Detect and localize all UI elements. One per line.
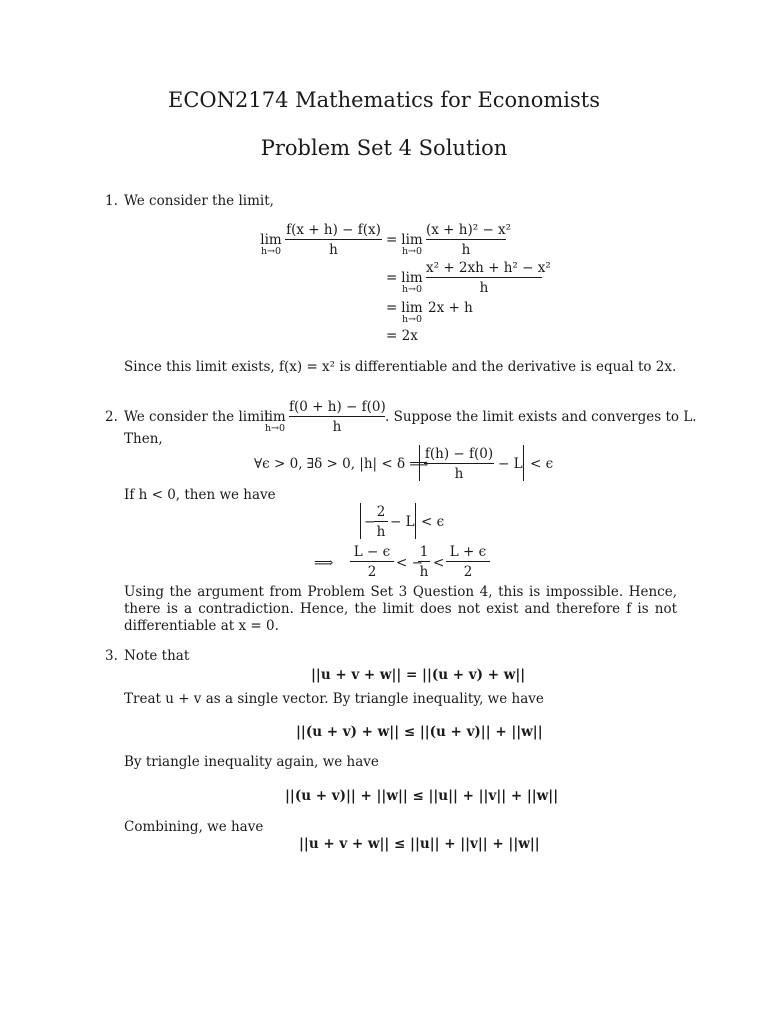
upper-bound-fraction: L + ϵ 2 (446, 544, 490, 580)
minus-limit: − L (498, 456, 523, 472)
quantifier-clause: ∀ϵ > 0, ∃δ > 0, |h| < δ ⟹ (254, 456, 429, 472)
quotient-at-zero: f(h) − f(0) h (424, 446, 494, 482)
problem-3-note: Note that (124, 648, 190, 664)
equals-sign: = (386, 300, 398, 316)
triangle-inequality-1: ||(u + v) + w|| ≤ ||(u + v)|| + ||w|| (296, 724, 543, 740)
less-than-epsilon: < ϵ (530, 456, 554, 472)
problem-2-intro: We consider the limit (124, 409, 270, 425)
implies-arrow: ⟹ (314, 555, 334, 571)
problem-2-case-h-negative: If h < 0, then we have (124, 487, 276, 503)
problem-3-again: By triangle inequality again, we have (124, 754, 379, 770)
problem-1-intro: We consider the limit, (124, 193, 274, 209)
problem-1-conclusion: Since this limit exists, f(x) = x² is differentiable and the derivative is equal to 2x. (124, 359, 677, 375)
equals-sign: = (386, 232, 398, 248)
limit-operator: lim h→0 (401, 270, 423, 295)
problem-2-then: Then, (124, 431, 163, 447)
problem-2-number: 2. (105, 409, 118, 425)
less-than-negative: < − (396, 555, 423, 571)
problem-3-combining: Combining, we have (124, 819, 264, 835)
problem-3-number: 3. (105, 648, 118, 664)
fraction-step-2: x² + 2xh + h² − x² h (426, 260, 551, 296)
problem-3-treat: Treat u + v as a single vector. By triangle inequality, we have (124, 691, 544, 707)
limit-operator: lim h→0 (264, 409, 286, 434)
final-result: = 2x (386, 328, 418, 344)
triangle-inequality-2: ||(u + v)|| + ||w|| ≤ ||u|| + ||v|| + ||w|| (285, 788, 559, 804)
difference-quotient-at-zero: f(0 + h) − f(0) h (289, 399, 386, 435)
problem-set-title: Problem Set 4 Solution (260, 136, 508, 160)
problem-2-conclusion: Using the argument from Problem Set 3 Question 4, this is impossible. Hence, there is a contradiction. Hence, the limit does not exist and therefore f is not differentiable at x = 0. (124, 584, 677, 634)
limit-operator: lim h→0 (401, 300, 423, 325)
problem-1-number: 1. (105, 193, 118, 209)
less-than: < (433, 555, 445, 571)
norm-identity: ||u + v + w|| = ||(u + v) + w|| (311, 667, 526, 683)
difference-quotient: f(x + h) − f(x) h (286, 222, 381, 258)
less-than-epsilon: < ϵ (421, 514, 445, 530)
one-over-h: 1 h (419, 544, 429, 580)
limit-operator: lim h→0 (401, 232, 423, 257)
limit-operator: lim h→0 (260, 232, 282, 257)
document-title: ECON2174 Mathematics for Economists (168, 88, 600, 112)
lower-bound-fraction: L − ϵ 2 (350, 544, 394, 580)
fraction-step-1: (x + h)² − x² h (426, 222, 512, 258)
equals-sign: = (386, 270, 398, 286)
problem-2-assumption: . Suppose the limit exists and converges to L. (385, 409, 697, 425)
combined-inequality: ||u + v + w|| ≤ ||u|| + ||v|| + ||w|| (299, 836, 540, 852)
two-over-h: 2 h (374, 504, 388, 540)
step-3-expression: 2x + h (428, 300, 473, 316)
negative-sign: − (364, 514, 376, 530)
minus-limit: − L (390, 514, 415, 530)
